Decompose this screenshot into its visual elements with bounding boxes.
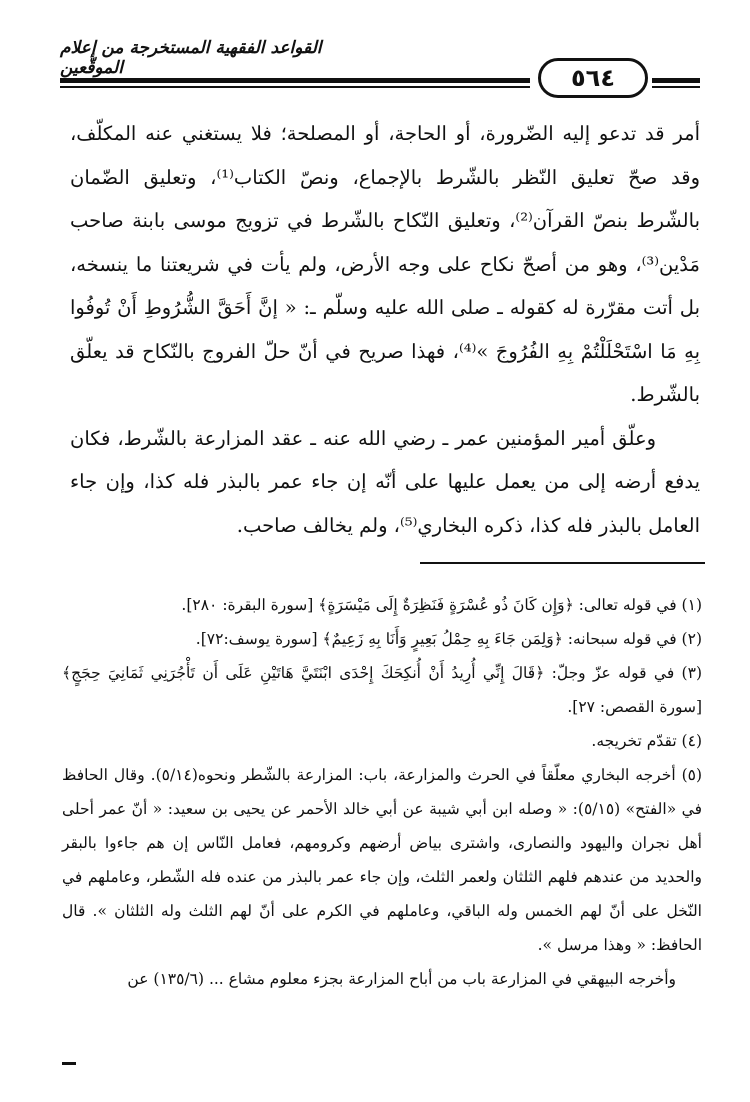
main-text: [70, 112, 700, 547]
footnote-3: (٣) في قوله عزّ وجلّ: ﴿قَالَ إِنِّي أُرِيدُ أَنْ أُنكِحَكَ إِحْدَى ابْنَتَيَّ هَاتَيْنِ عَلَى أَن تَأْجُرَنِي ثَمَانِيَ حِجَجٍ﴾ [سورة القصص: ٢٧].: [62, 664, 702, 716]
footnote-1: (١) في قوله تعالى: ﴿وَإِن كَانَ ذُو عُسْرَةٍ فَنَظِرَةٌ إِلَى مَيْسَرَةٍ﴾ [سورة البقرة: ٢٨٠].: [181, 596, 702, 614]
paragraph: أمر قد تدعو إليه الضّرورة، أو الحاجة، أو المصلحة؛ فلا يستغني عنه المكلّف، وقد صحّ تعليق النّظر بالشّرط بالإجماع، ونصّ الكتاب⁽¹⁾، وتعليق الضّمان بالشّرط بنصّ القرآن⁽²⁾، وتعليق النّكاح بالشّرط في تزويج موسى بابنة صاحب مَدْين⁽³⁾، وهو من أصحّ نكاح على وجه الأرض، ولم يأت في شريعتنا ما ينسخه، بل أتت مقرّرة له كقوله ـ صلى الله عليه وسلّم ـ: « إنَّ أَحَقَّ الشُّرُوطِ أَنْ تُوفُوا بِهِ مَا اسْتَحْلَلْتُمْ بِهِ الفُرُوجَ »⁽⁴⁾، فهذا صريح في أنّ حلّ الفروج بالنّكاح قد يعلّق بالشّرط.: [70, 122, 700, 406]
page-number: ٥٦٤: [538, 58, 648, 98]
footnote-2: (٢) في قوله سبحانه: ﴿وَلِمَن جَاءَ بِهِ حِمْلُ بَعِيرٍ وَأَنَا بِهِ زَعِيمٌ﴾ [سورة يوسف:٧٢].: [195, 630, 702, 648]
header-rule-thick: [60, 78, 530, 83]
footnote-4: (٤) تقدّم تخريجه.: [591, 732, 702, 750]
page-header: [60, 38, 700, 98]
footnote-5: (٥) أخرجه البخاري معلّقاً في الحرث والمزارعة، باب: المزارعة بالشّطر ونحوه(٥/١٤). وقال الحافظ في «الفتح» (٥/١٥): « وصله ابن أبي شيبة عن أبي خالد الأحمر عن يحيى بن سعيد: « أنّ عمر أحلى أهل نجران واليهود والنصارى، واشترى بياض أرضهم وكرومهم، فعامل النّاس إن هم جاءوا بالبقر والحديد من عندهم فلهم الثلثان ولعمر الثلث، وإن جاء عمر بالبذر من عنده فله الشّطر، وعاملهم في النّخل على أنّ لهم الخمس وله الباقي، وعاملهم في الكرم على أنّ لهم الثلث وله الثلثان ». قال الحافظ: « وهذا مرسل ».: [62, 766, 703, 954]
running-title: القواعد الفقهية المستخرجة من إعلام الموقّعين: [60, 38, 322, 78]
paragraph: وعلّق أمير المؤمنين عمر ـ رضي الله عنه ـ عقد المزارعة بالشّرط، فكان يدفع أرضه إلى من يعمل عليها على أنّه إن جاء عمر بالبذر فله كذا، وإن جاء العامل بالبذر فله كذا، ذكره البخاري⁽⁵⁾، ولم يخالف صاحب.: [70, 426, 700, 537]
footnotes: [62, 588, 702, 996]
footnote-separator: [420, 562, 705, 564]
header-rule-right: [652, 78, 700, 83]
continuation-dash: [62, 1062, 76, 1065]
footnote-5-continued: وأخرجه البيهقي في المزارعة باب من أباح المزارعة بجزء معلوم مشاع ... (١٣٥/٦) عن: [127, 970, 676, 988]
header-rule-thin: [60, 86, 530, 88]
header-rule-right-thin: [652, 86, 700, 88]
